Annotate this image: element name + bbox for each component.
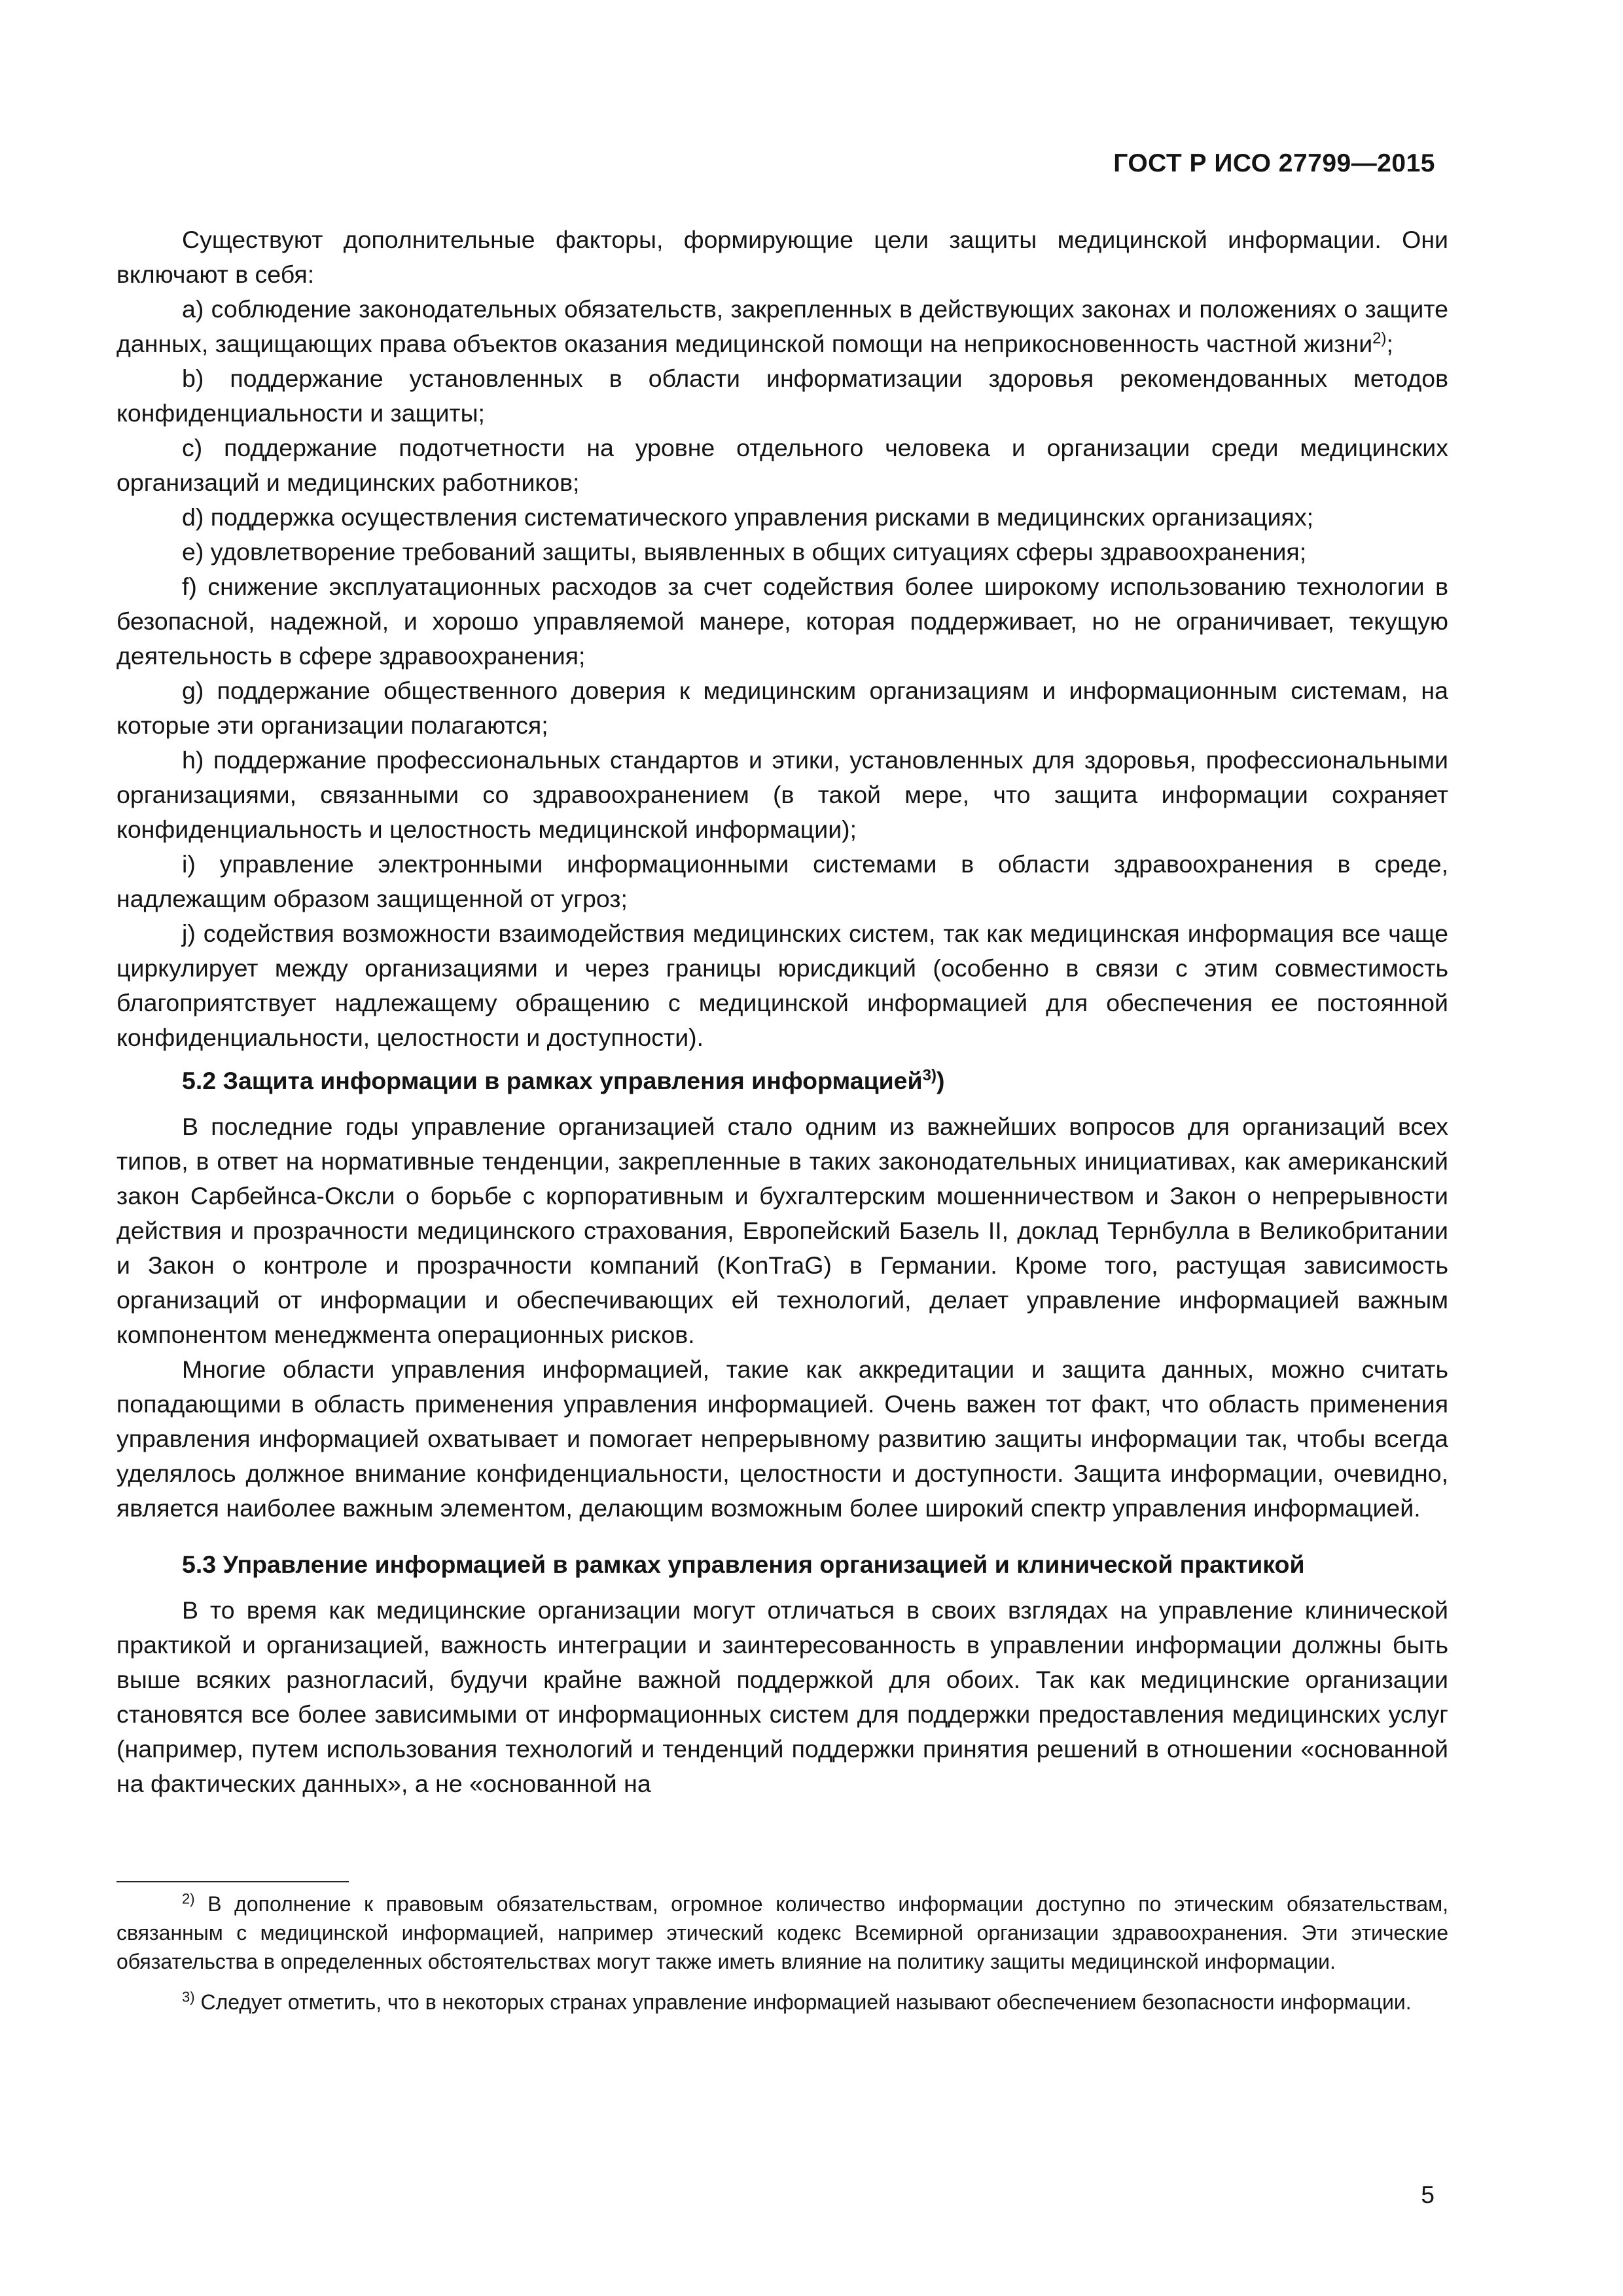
section-heading-5-2-text: 5.2 Защита информации в рамках управления информацией [182,1067,923,1094]
list-item-c: c) поддержание подотчетности на уровне отдельного человека и организации среди медицинских организаций и медицинских работников; [116,434,1448,496]
section-5-2-paragraph-2: Многие области управления информацией, такие как аккредитации и защита данных, можно считать попадающими в область применения управления информацией. Очень важен тот факт, что область применения управления информацией охватывает и помогает непрерывному развитию защиты информации так, чтобы всегда уделялось должное внимание конфиденциальности, целостности и доступности. Защита информации, очевидно, является наиболее важным элементом, делающим возможным более широкий спектр управления информацией. [116,1355,1448,1522]
footnote-3-mark: 3) [182,1988,195,2005]
footnote-ref-2[interactable]: 2) [1372,329,1387,348]
list-item-b: b) поддержание установленных в области информатизации здоровья рекомендованных методов конфиденциальности и защиты; [116,365,1448,427]
list-item-a [116,292,1448,361]
list-item-a-text: a) соблюдение законодательных обязательств, закрепленных в действующих законах и положениях о защите данных, защищающих права объектов оказания медицинской помощи на неприкосновенность частной жизни [116,295,1448,357]
intro-paragraph: Существуют дополнительные факторы, формирующие цели защиты медицинской информации. Они включают в себя: [116,226,1448,288]
list-item-d: d) поддержка осуществления систематического управления рисками в медицинских организациях; [182,503,1314,531]
page-body [116,223,1448,1801]
footnote-2-mark: 2) [182,1890,195,1907]
section-5-2-paragraph-1: В последние годы управление организацией стало одним из важнейших вопросов для организаций всех типов, в ответ на нормативные тенденции, закрепленные в таких законодательных инициативах, как американский закон Сарбейнса-Оксли о борьбе с корпоративным и бухгалтерским мошенничеством и Закон о непрерывности действия и прозрачности медицинского страхования, Европейский Базель II, доклад Тернбулла в Великобритании и Закон о контроле и прозрачности компаний (KonTraG) в Германии. Кроме того, растущая зависимость организаций от информации и обеспечивающих ей технологий, делает управление информацией важным компонентом менеджмента операционных рисков. [116,1113,1448,1348]
footnote-3-text: Следует отметить, что в некоторых странах управление информацией называют обеспечением безопасности информации. [200,1990,1412,2014]
footnote-separator [116,1881,349,1882]
list-item-a-end: ; [1386,330,1393,357]
list-item-i: i) управление электронными информационными системами в области здравоохранения в среде, надлежащим образом защищенной от угроз; [116,850,1448,912]
section-heading-5-3: 5.3 Управление информацией в рамках управления организацией и клинической практикой [182,1551,1305,1578]
document-code-header: ГОСТ Р ИСО 27799—2015 [1113,149,1435,177]
list-item-g: g) поддержание общественного доверия к медицинским организациям и информационным системам, на которые эти организации полагаются; [116,677,1448,739]
footnote-2 [116,1890,1448,1976]
list-item-f: f) снижение эксплуатационных расходов за счет содействия более широкому использованию технологии в безопасной, надежной, и хорошо управляемой манере, которая поддерживает, но не ограничивает, текущую деятельность в сфере здравоохранения; [116,573,1448,670]
footnote-2-text: В дополнение к правовым обязательствам, огромное количество информации доступно по этическим обязательствам, связанным с медицинской информацией, например этический кодекс Всемирной организации здравоохранения. Эти этические обязательства в определенных обстоятельствах могут также иметь влияние на политику защиты медицинской информации. [116,1892,1449,1973]
page-number: 5 [1421,2181,1435,2208]
list-item-j: j) содействия возможности взаимодействия медицинских систем, так как медицинская информация все чаще циркулирует между организациями и через границы юрисдикций (особенно в связи с этим совместимость благоприятствует надлежащему обращению с медицинской информацией для обеспечения ее постоянной конфиденциальности, целостности и доступности). [116,920,1448,1051]
list-item-e: e) удовлетворение требований защиты, выявленных в общих ситуациях сферы здравоохранения; [182,538,1307,565]
section-heading-5-2-paren: ) [936,1067,945,1094]
list-item-h: h) поддержание профессиональных стандартов и этики, установленных для здоровья, профессиональными организациями, связанными со здравоохранением (в такой мере, что защита информации сохраняет конфиденциальность и целостность медицинской информации); [116,746,1448,843]
section-heading-5-2 [182,1066,1448,1096]
section-5-3-paragraph-1: В то время как медицинские организации могут отличаться в своих взглядах на управление клинической практикой и организацией, важность интеграции и заинтересованность в управлении информации должны быть выше всяких разногласий, будучи крайне важной поддержкой для обоих. Так как медицинские организации становятся все более зависимыми от информационных систем для поддержки предоставления медицинских услуг (например, путем использования технологий и тенденций поддержки принятия решений в отношении «основанной на фактических данных», а не «основанной на [116,1596,1448,1797]
footnote-ref-3[interactable]: 3) [922,1066,936,1085]
footnote-3 [116,1988,1448,2017]
footnotes [116,1890,1448,2028]
